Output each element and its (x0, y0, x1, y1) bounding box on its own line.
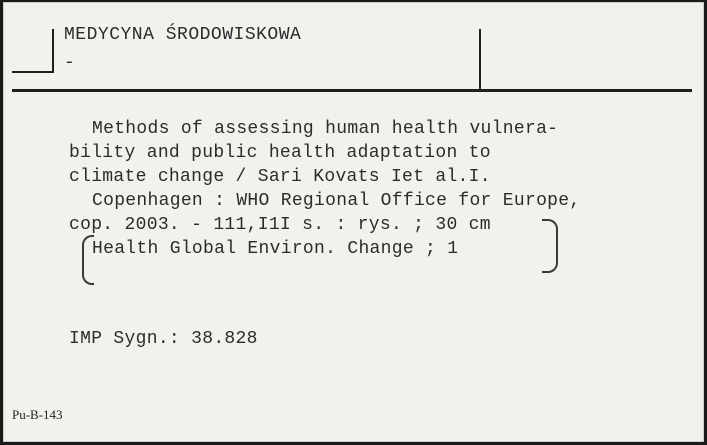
series-close-paren (542, 219, 558, 273)
subject-subdivision: - (64, 53, 75, 73)
series-open-paren (82, 235, 94, 285)
imprint-line-2: cop. 2003. - 111,I1I s. : rys. ; 30 cm (69, 215, 491, 235)
title-line-2: bility and public health adaptation to (69, 143, 491, 163)
signature-line: IMP Sygn.: 38.828 (69, 329, 258, 349)
subject-heading: MEDYCYNA ŚRODOWISKOWA (64, 25, 302, 45)
title-line-1: Methods of assessing human health vulnera- (92, 119, 559, 139)
catalog-card (3, 2, 704, 442)
left-header-rule (52, 29, 54, 73)
imprint-line-1: Copenhagen : WHO Regional Office for Europe, (92, 191, 581, 211)
series-line: Health Global Environ. Change ; 1 (92, 239, 459, 259)
right-header-rule (479, 29, 481, 91)
header-divider (12, 89, 692, 92)
card-code: Pu-B-143 (12, 407, 63, 422)
title-line-3: climate change / Sari Kovats Iet al.I. (69, 167, 491, 187)
left-header-underline (12, 71, 54, 73)
